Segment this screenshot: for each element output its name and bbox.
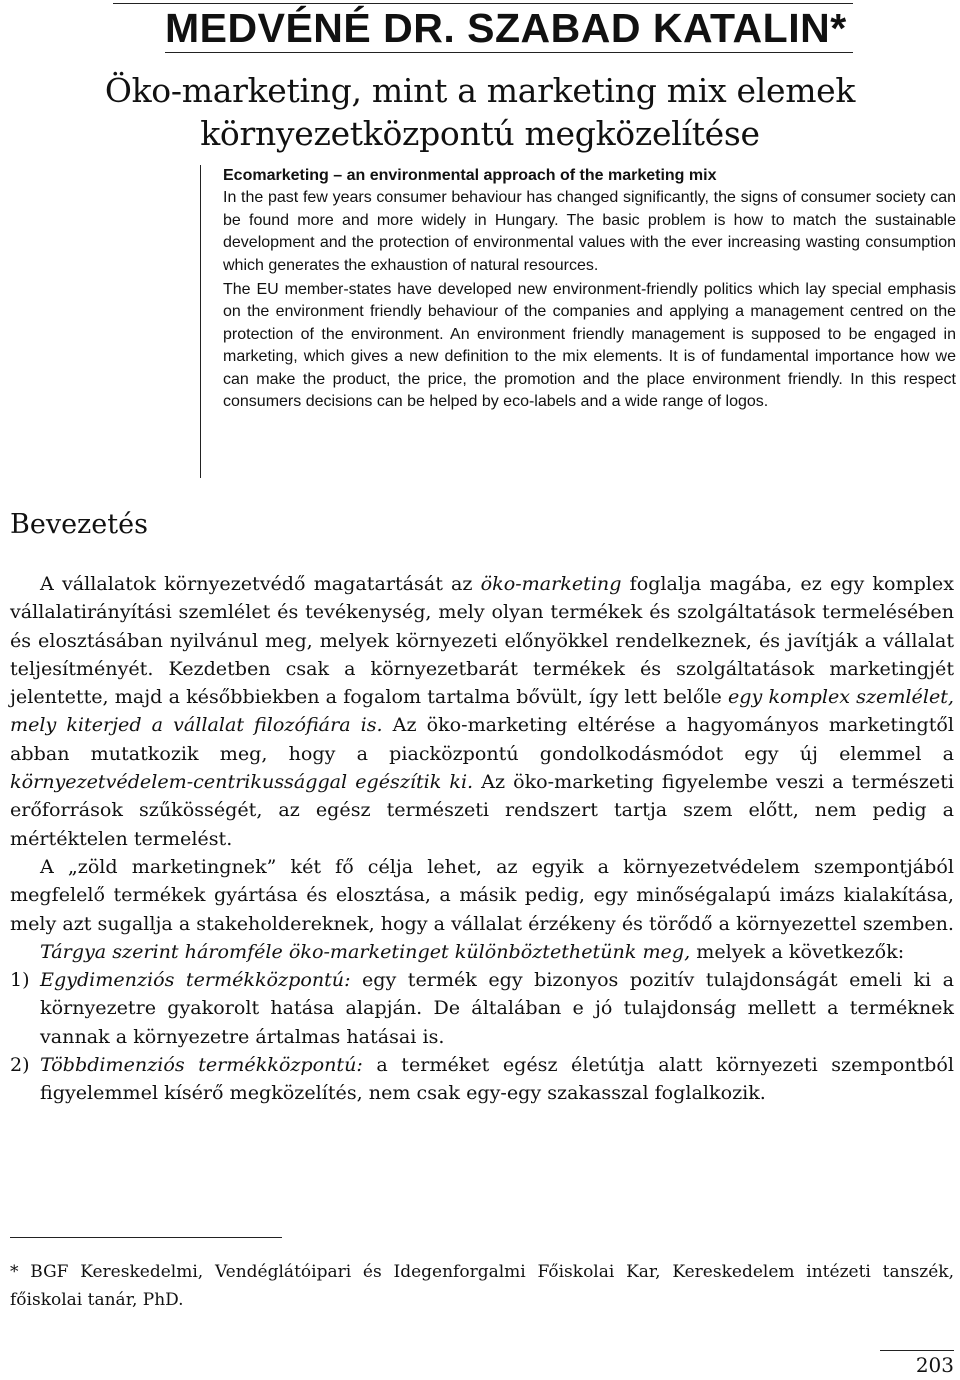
article-title-line-1: Öko-marketing, mint a marketing mix elemek xyxy=(104,71,856,110)
list-item-text: a terméket egész életútja alatt környezeti szempontból figyelemmel kísérő megközelítés, nem csak egy-egy szakasszal foglalkozik. xyxy=(40,1053,955,1105)
author-underline-rule xyxy=(165,52,853,53)
abstract-content xyxy=(223,165,956,413)
list-number: 2) xyxy=(10,1053,30,1077)
page-number-rule xyxy=(880,1350,954,1351)
page-number: 203 xyxy=(915,1353,954,1377)
article-title-line-2: környezetközpontú megközelítése xyxy=(200,114,760,153)
abstract-paragraph-1: In the past few years consumer behaviour has changed significantly, the signs of consumer society can be found more and more widely in Hungary. The basic problem is how to match the sustainable development and the protection of environmental values with the ever increasing wasting consumption which generates the exhaustion of natural resources. xyxy=(223,189,956,274)
list-item-term: Egydimenziós termékközpontú: xyxy=(40,968,351,992)
body-paragraph-3 xyxy=(10,938,954,966)
list-item-term: Többdimenziós termékközpontú: xyxy=(40,1053,363,1077)
abstract-paragraph-2: The EU member-states have developed new environment-friendly politics which lay special emphasis on the environment friendly behaviour of the companies and applying a management centred on the protection of the environment. An environment friendly management is supposed to be engaged in marketing, which gives a new definition to the mix elements. It is of fundamental importance how we can make the product, the price, the promotion and the place environment friendly. In this respect consumers decisions can be helped by eco-labels and a wide range of logos. xyxy=(223,281,956,411)
english-abstract xyxy=(200,165,960,478)
body-text xyxy=(10,570,954,1108)
text-run: Az öko-marketing eltérése a hagyományos marketingtől abban mutatkozik meg, hogy a piacközpontú gondolkodásmódot egy új elemmel a xyxy=(10,713,954,765)
author-name: MEDVÉNÉ DR. SZABAD KATALIN* xyxy=(165,5,847,51)
text-run: melyek a következők: xyxy=(690,939,905,963)
emphasis-text: Tárgya szerint háromféle öko-marketinget különböztethetünk meg, xyxy=(40,939,691,963)
text-run: A vállalatok környezetvédő magatartását az xyxy=(40,572,481,595)
footnote xyxy=(10,1258,954,1314)
footnote-separator xyxy=(10,1237,282,1238)
emphasis-text: egy komplex szemlélet, mely kiterjed a vállalat filozófiára is. xyxy=(10,685,954,737)
body-paragraph-1 xyxy=(10,570,954,853)
header-top-rule xyxy=(113,3,853,4)
emphasis-text: öko-marketing xyxy=(480,572,622,595)
list-item xyxy=(10,1051,954,1108)
section-heading-bevezetes: Bevezetés xyxy=(10,509,148,540)
emphasis-text: környezetvédelem-centrikussággal egészítik ki. xyxy=(10,770,474,794)
body-paragraph-2: A „zöld marketingnek” két fő célja lehet, az egyik a környezetvédelem szempontjából megfelelő termékek gyártása és elosztása, a másik pedig, egy minőségalapú imázs kialakítása, mely azt sugallja a stakeholdereknek, hogy a vállalat érzékeny és törődő a környezettel szemben. xyxy=(10,854,954,935)
list-item-text: egy termék egy bizonyos pozitív tulajdonságát emeli ki a környezetre gyakorolt hatása alapján. De általában e jó tulajdonság mellett a terméknek vannak a környezetre ártalmas hatásai is. xyxy=(40,968,954,1048)
list-number: 1) xyxy=(10,968,30,992)
footnote-text: * BGF Kereskedelmi, Vendéglátóipari és Idegenforgalmi Főiskolai Kar, Kereskedelem intézeti tanszék, főiskolai tanár, PhD. xyxy=(10,1262,954,1310)
text-run: foglalja magába, ez egy komplex vállalatirányítási szemlélet és tevékenység, mely olyan termékek és szolgáltatások termelésében és elosztásában nyilvánul meg, melyek környezeti előnyökkel rendelkeznek, és javítják a vállalat teljesítményét. Kezdetben csak a környezetbarát termékek és szolgáltatások marketingjét jelentette, majd a későbbiekben a fogalom tartalma bővült, így lett belőle xyxy=(10,572,954,709)
list-item xyxy=(10,966,954,1051)
abstract-title: Ecomarketing – an environmental approach of the marketing mix xyxy=(223,167,717,184)
text-run: Az öko-marketing figyelembe veszi a természeti erőforrások szűkösségét, az egész természeti rendszert tartja szem előtt, nem pedig a mértéktelen termelést. xyxy=(10,770,954,850)
